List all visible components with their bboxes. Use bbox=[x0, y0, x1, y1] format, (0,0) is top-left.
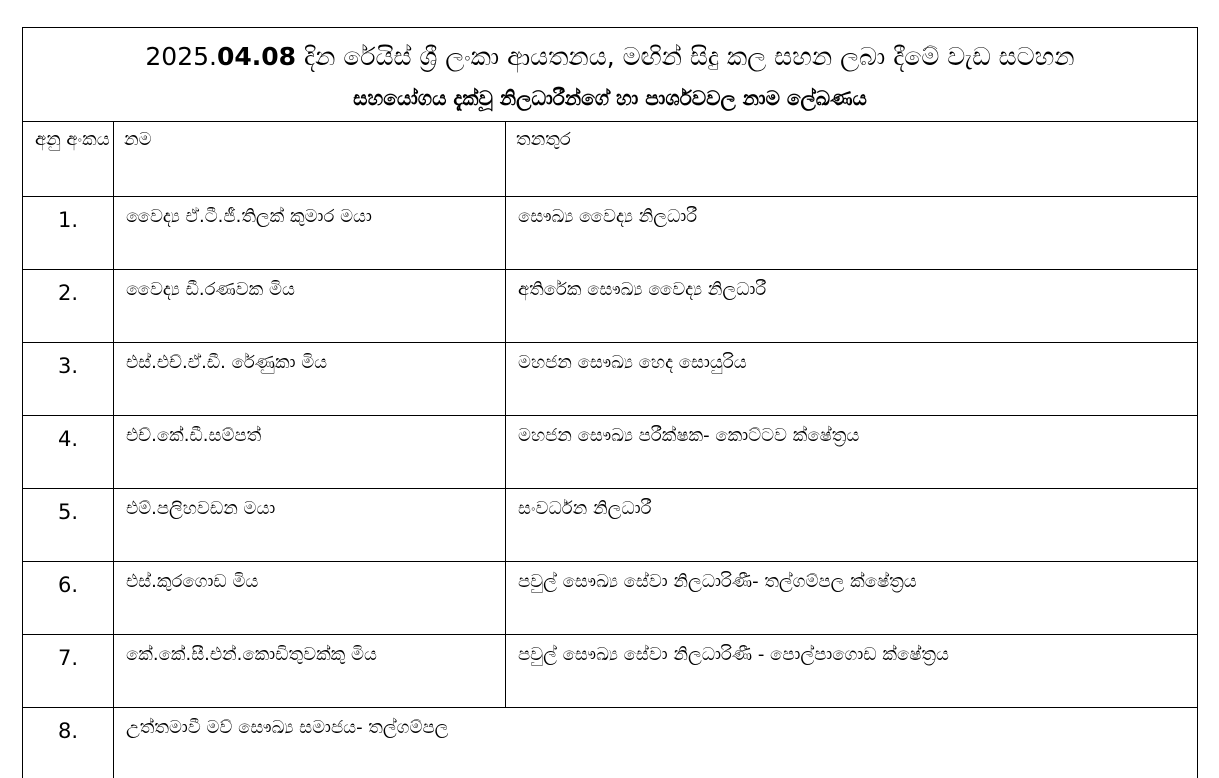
header-name: නම bbox=[114, 122, 506, 197]
row-number: 7. bbox=[23, 635, 114, 708]
title-date-year: 2025. bbox=[145, 42, 217, 71]
row-number: 6. bbox=[23, 562, 114, 635]
title-line-1 bbox=[23, 36, 1197, 78]
row-number: 2. bbox=[23, 270, 114, 343]
table-row bbox=[23, 197, 1198, 270]
row-position: පවුල් සෞඛ්‍ය සේවා නිලධාරිණී - පොල්පාගොඩ ක්ෂේත්‍රය bbox=[506, 635, 1198, 708]
row-position: මහජන සෞඛ්‍ය පරීක්ෂක- කොට්ටව ක්ෂේත්‍රය bbox=[506, 416, 1198, 489]
row-position: සෞඛ්‍ය වෛද්‍ය නිලධාරී bbox=[506, 197, 1198, 270]
header-number: අනු අංකය bbox=[23, 122, 114, 197]
row-name: උත්තමාවී මව් සෞඛ්‍ය සමාජය- තල්ගම්පල bbox=[114, 708, 1198, 778]
participants-table bbox=[22, 27, 1198, 778]
header-row bbox=[23, 122, 1198, 197]
table-row bbox=[23, 343, 1198, 416]
table-row bbox=[23, 708, 1198, 778]
row-position: සංවර්ධන නිලධාරී bbox=[506, 489, 1198, 562]
row-name: එස්.එච්.ඒ.ඩී. රේණුකා මිය bbox=[114, 343, 506, 416]
row-name: වෛද්‍ය ඩී.රණවක මිය bbox=[114, 270, 506, 343]
title-line-1-text: දින රේයිස් ශ්‍රී ලංකා ආයතනය, මඟින් සිදු කල සහන ලබා දීමේ වැඩ සටහන bbox=[296, 42, 1075, 71]
row-position: මහජන සෞඛ්‍ය හෙද සොයුරිය bbox=[506, 343, 1198, 416]
header-position: තනතුර bbox=[506, 122, 1198, 197]
row-name: එම්.පලිහවඩන මයා bbox=[114, 489, 506, 562]
row-position: පවුල් සෞඛ්‍ය සේවා නිලධාරිණී- තල්ගම්පල ක්ෂේත්‍රය bbox=[506, 562, 1198, 635]
title-cell bbox=[23, 28, 1198, 122]
title-line-2: සහයෝගය දැක්වූ නිලධාරීන්ගේ හා පාර්ශවවල නාම ලේඛණය bbox=[23, 78, 1197, 118]
row-name: කේ.කේ.සී.එන්.කොඩිතුවක්කු මිය bbox=[114, 635, 506, 708]
row-position: අතිරේක සෞඛ්‍ය වෛද්‍ය නිලධාරී bbox=[506, 270, 1198, 343]
row-number: 5. bbox=[23, 489, 114, 562]
table-row bbox=[23, 562, 1198, 635]
row-number: 4. bbox=[23, 416, 114, 489]
table-row bbox=[23, 489, 1198, 562]
row-number: 3. bbox=[23, 343, 114, 416]
row-name: එස්.කුරගොඩ මිය bbox=[114, 562, 506, 635]
title-date-rest: 04.08 bbox=[217, 42, 296, 71]
title-row bbox=[23, 28, 1198, 122]
table-row bbox=[23, 270, 1198, 343]
table-row bbox=[23, 635, 1198, 708]
row-name: වෛද්‍ය ඒ.ටී.ජී.තිලක් කුමාර මයා bbox=[114, 197, 506, 270]
table-row bbox=[23, 416, 1198, 489]
row-number: 1. bbox=[23, 197, 114, 270]
row-name: එච්.කේ.ඩී.සම්පත් bbox=[114, 416, 506, 489]
row-number: 8. bbox=[23, 708, 114, 778]
